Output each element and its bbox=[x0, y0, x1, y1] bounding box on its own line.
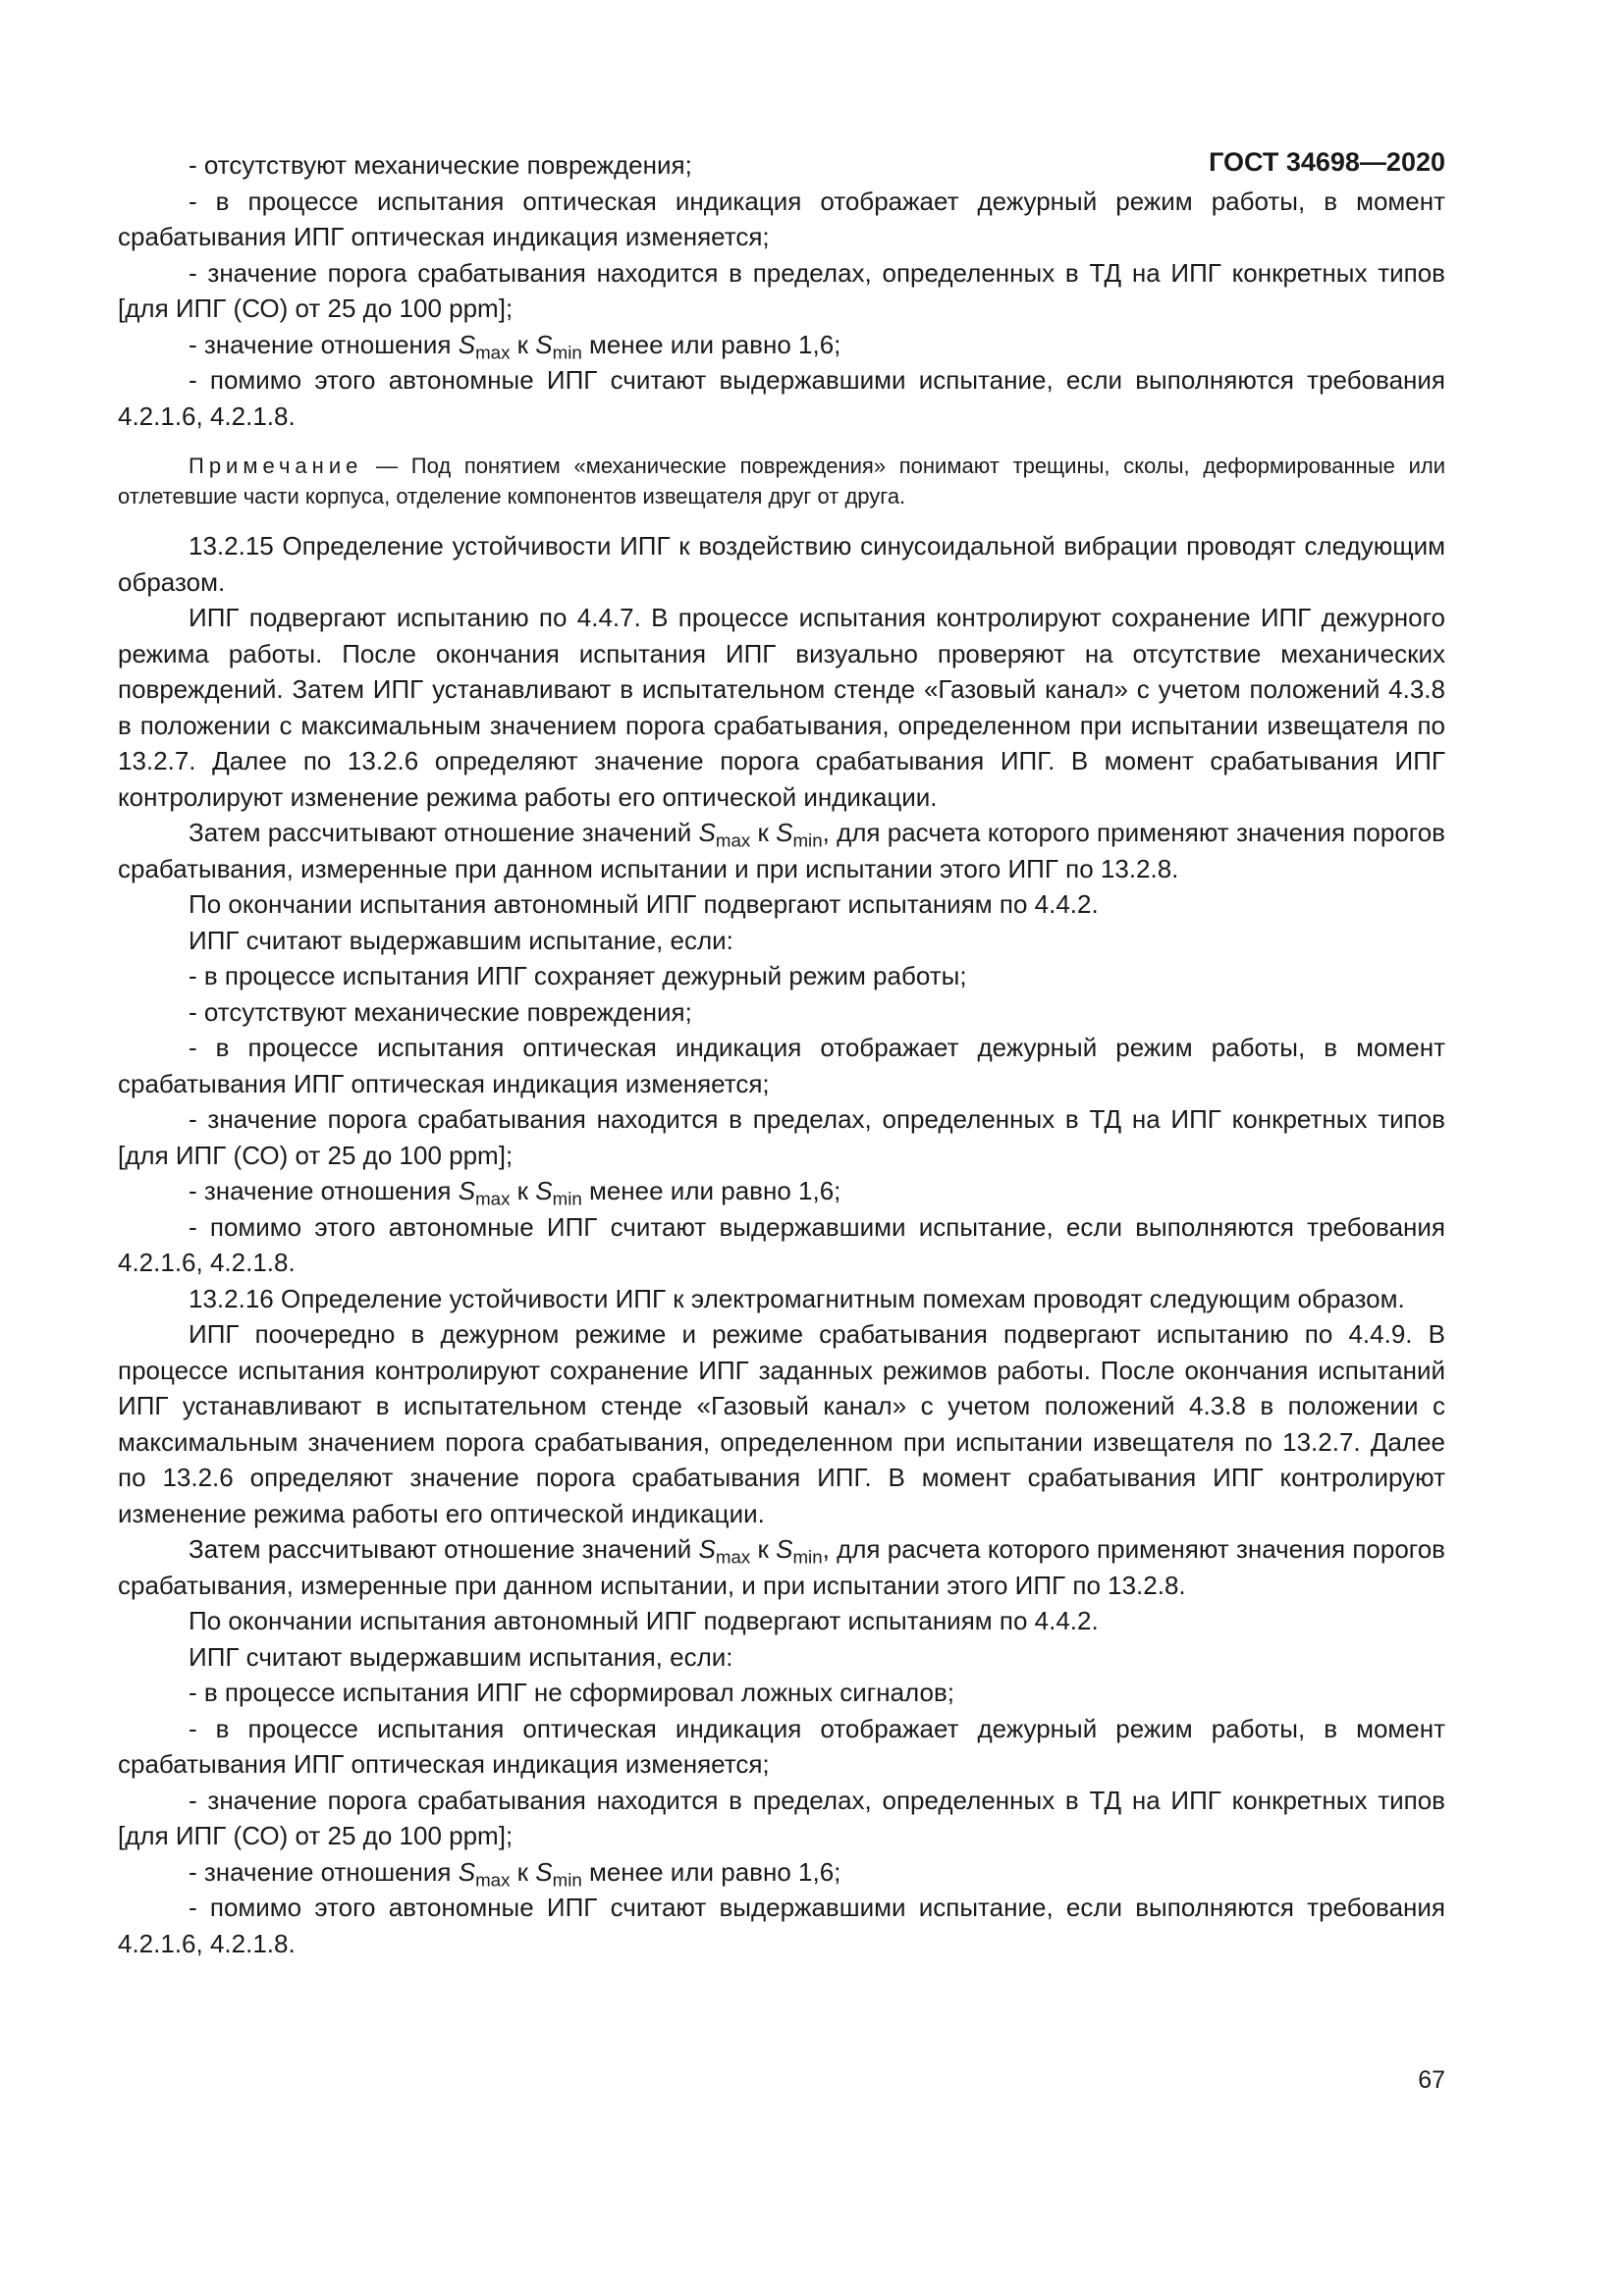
section-13-2-15-intro: 13.2.15 Определение устойчивости ИПГ к воздействию синусоидальной вибрации проводят следующим образом. bbox=[118, 531, 1445, 597]
ratio-item: - значение отношения $S_{max}$ к $S_{min}$ менее или равно 1,6; bbox=[189, 1176, 841, 1209]
ratio-item: - значение отношения $S_{max}$ к $S_{min}$ менее или равно 1,6; bbox=[189, 1856, 841, 1891]
list-item: - помимо этого автономные ИПГ считают выдержавшими испытание, если выполняются требования 4.2.1.6, 4.2.1.8. bbox=[118, 365, 1445, 431]
note-text: — Под понятием «механические повреждения» понимают трещины, сколы, деформированные или отлетевшие части корпуса, отделение компонентов извещателя друг от друга. bbox=[118, 454, 1445, 508]
list-item: - в процессе испытания ИПГ не сформировал ложных сигналов; bbox=[189, 1678, 955, 1707]
page-body bbox=[118, 147, 1445, 1961]
ratio-item: - значение отношения $S_{max}$ к $S_{min}$ менее или равно 1,6; bbox=[189, 329, 841, 363]
list-item: - значение порога срабатывания находится в пределах, определенных в ТД на ИПГ конкретных типов [для ИПГ (СО) от 25 до 100 ppm]; bbox=[118, 1785, 1445, 1850]
note bbox=[118, 451, 1445, 511]
list-item: - значение порога срабатывания находится в пределах, определенных в ТД на ИПГ конкретных типов [для ИПГ (СО) от 25 до 100 ppm]; bbox=[118, 1104, 1445, 1170]
section-13-2-15-calc: Затем рассчитывают отношение значений $S_{max}$ к $S_{min}$, для расчета которого применяют значения порогов срабатывания, измеренные при данном испытании и при испытании этого ИПГ по 13.2.8. bbox=[118, 818, 1445, 883]
section-13-2-16-body: ИПГ поочередно в дежурном режиме и режиме срабатывания подвергают испытанию по 4.4.9. В процессе испытания контролируют сохранение ИПГ заданных режимов работы. После окончания испытаний ИПГ устанавливают в испытательном стенде «Газовый канал» с учетом положений 4.3.8 в положении с максимальным значением порога срабатывания, определенном при испытании извещателя по 13.2.7. Далее по 13.2.6 определяют значение порога срабатывания ИПГ. В момент срабатывания ИПГ контролируют изменение режима работы его оптической индикации. bbox=[118, 1319, 1445, 1528]
note-label: Примечание bbox=[189, 454, 363, 478]
section-13-2-15-criteria: ИПГ считают выдержавшим испытание, если: bbox=[189, 925, 733, 955]
list-item: - отсутствуют механические повреждения; bbox=[189, 150, 692, 180]
section-13-2-16-criteria: ИПГ считают выдержавшим испытания, если: bbox=[189, 1641, 733, 1672]
list-item: - в процессе испытания оптическая индикация отображает дежурный режим работы, в момент срабатывания ИПГ оптическая индикация изменяется; bbox=[118, 1713, 1445, 1779]
section-13-2-15-after: По окончании испытания автономный ИПГ подвергают испытаниям по 4.4.2. bbox=[189, 889, 1099, 919]
list-item: - в процессе испытания оптическая индикация отображает дежурный режим работы, в момент срабатывания ИПГ оптическая индикация изменяется; bbox=[118, 1033, 1445, 1098]
section-13-2-16-calc: Затем рассчитывают отношение значений $S_{max}$ к $S_{min}$, для расчета которого применяют значения порогов срабатывания, измеренные при данном испытании, и при испытании этого ИПГ по 13.2.8. bbox=[118, 1534, 1445, 1600]
list-item: - помимо этого автономные ИПГ считают выдержавшими испытание, если выполняются требования 4.2.1.6, 4.2.1.8. bbox=[118, 1211, 1445, 1277]
section-13-2-16-after: По окончании испытания автономный ИПГ подвергают испытаниям по 4.4.2. bbox=[189, 1606, 1099, 1635]
page-number: 67 bbox=[1418, 2066, 1445, 2094]
list-item: - помимо этого автономные ИПГ считают выдержавшими испытание, если выполняются требования 4.2.1.6, 4.2.1.8. bbox=[118, 1893, 1445, 1958]
section-13-2-16-intro: 13.2.16 Определение устойчивости ИПГ к электромагнитным помехам проводят следующим образом. bbox=[189, 1283, 1405, 1313]
list-item: - отсутствуют механические повреждения; bbox=[189, 996, 692, 1027]
list-item: - в процессе испытания оптическая индикация отображает дежурный режим работы, в момент срабатывания ИПГ оптическая индикация изменяется; bbox=[118, 186, 1445, 251]
list-item: - в процессе испытания ИПГ сохраняет дежурный режим работы; bbox=[189, 961, 967, 990]
section-13-2-15-body: ИПГ подвергают испытанию по 4.4.7. В процессе испытания контролируют сохранение ИПГ дежурного режима работы. После окончания испытания ИПГ визуально проверяют на отсутствие механических повреждений. Затем ИПГ устанавливают в испытательном стенде «Газовый канал» с учетом положений 4.3.8 в положении с максимальным значением порога срабатывания, определенном при испытании извещателя по 13.2.7. Далее по 13.2.6 определяют значение порога срабатывания ИПГ. В момент срабатывания ИПГ контролируют изменение режима работы его оптической индикации. bbox=[118, 603, 1445, 812]
list-item: - значение порога срабатывания находится в пределах, определенных в ТД на ИПГ конкретных типов [для ИПГ (СО) от 25 до 100 ppm]; bbox=[118, 257, 1445, 323]
document-header: ГОСТ 34698—2020 bbox=[1209, 147, 1445, 177]
